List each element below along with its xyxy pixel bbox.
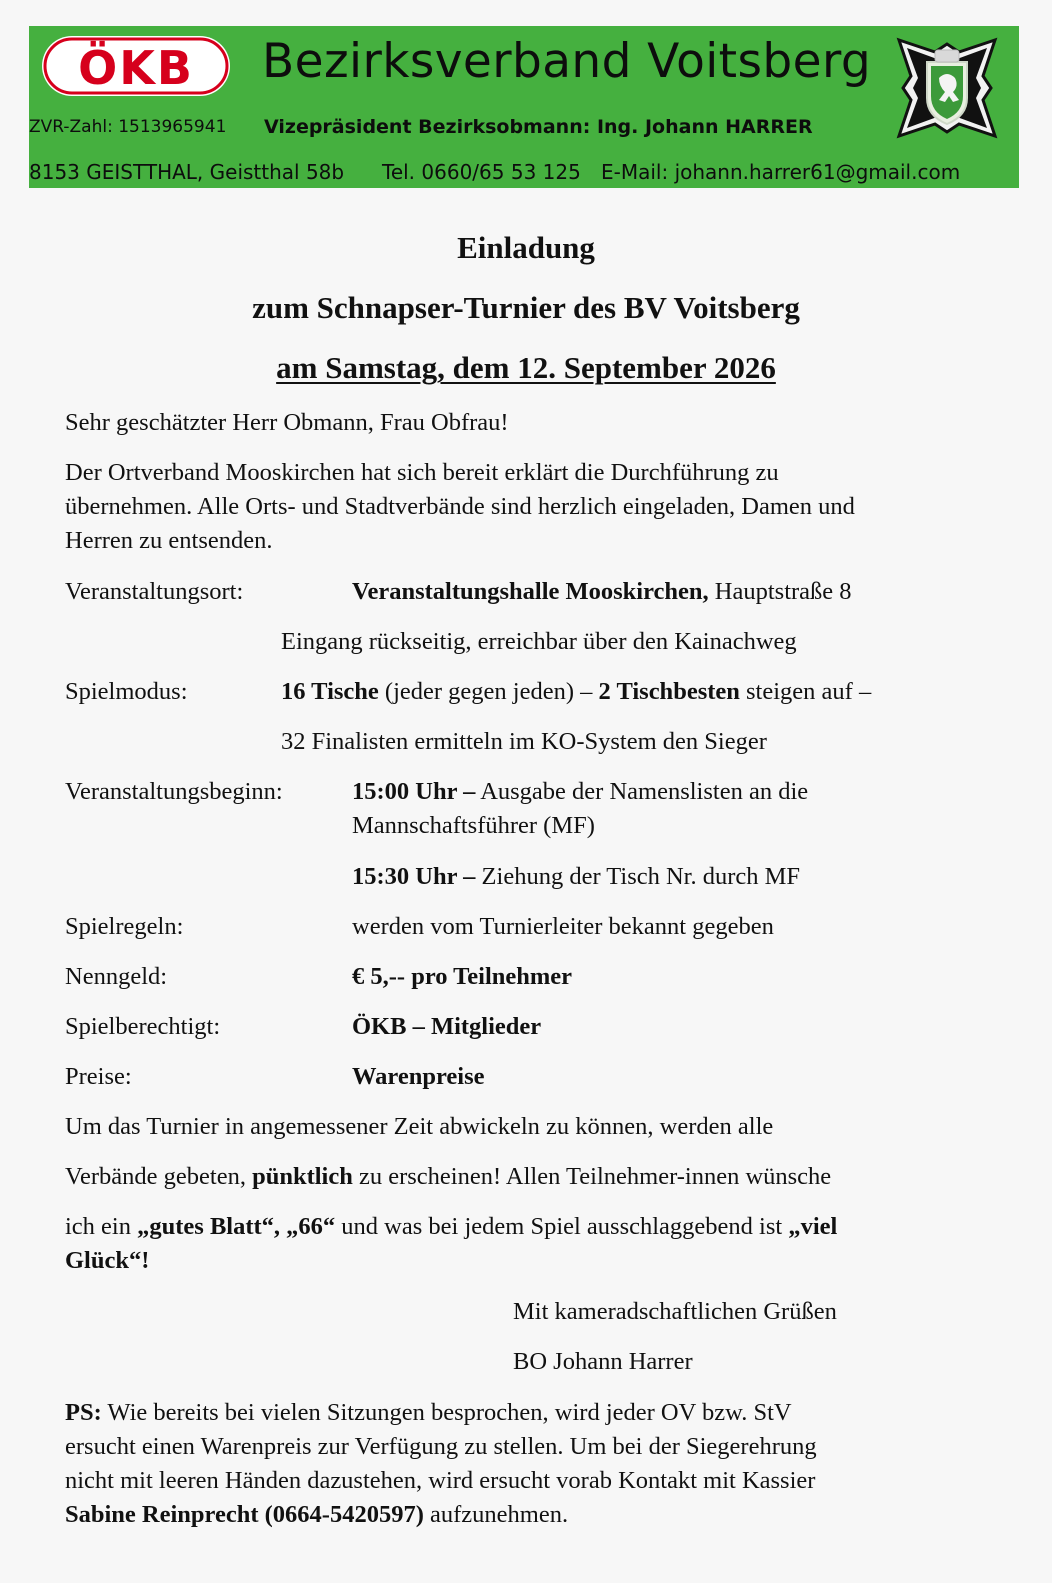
mode-finals: 32 Finalisten ermitteln im KO-System den Sieger — [281, 728, 767, 755]
start-label: Veranstaltungsbeginn: — [65, 778, 283, 805]
closing-punctual: pünktlich — [252, 1163, 353, 1190]
start-time-2-hour: 15:30 Uhr – — [352, 863, 476, 890]
signature-greeting: Mit kameradschaftlichen Grüßen — [513, 1298, 837, 1325]
closing-line-2c: zu erscheinen! Allen Teilnehmer-innen wünsche — [352, 1163, 832, 1190]
prizes-label: Preise: — [65, 1063, 132, 1090]
start-time-1-text: Ausgabe der Namenslisten an die — [475, 778, 809, 805]
start-time-2 — [352, 860, 800, 894]
venue-street: Hauptstraße 8 — [708, 578, 852, 605]
ps-line-3: nicht mit leeren Händen dazustehen, wird ersucht vorab Kontakt mit Kassier — [65, 1467, 816, 1494]
vice-president: Vizepräsident Bezirksobmann: Ing. Johann HARRER — [264, 116, 813, 138]
prizes-value: Warenpreise — [352, 1063, 485, 1090]
okb-logo-text: ÖKB — [78, 41, 194, 95]
venue-value — [352, 575, 852, 609]
rules-label: Spielregeln: — [65, 913, 184, 940]
closing-line-2 — [65, 1160, 831, 1194]
closing-line-1: Um das Turnier in angemessener Zeit abwickeln zu können, werden alle — [65, 1113, 774, 1140]
okb-logo — [42, 36, 230, 96]
mode-tables: 16 Tische — [281, 678, 379, 705]
closing-line-3c: und was bei jedem Spiel ausschlaggebend ist — [335, 1213, 789, 1240]
eligible-value: ÖKB – Mitglieder — [352, 1013, 542, 1040]
ps-label: PS: — [65, 1399, 102, 1426]
event-date: am Samstag, dem 12. September 2026 — [276, 350, 776, 385]
mode-best: 2 Tischbesten — [598, 678, 740, 705]
venue-label: Veranstaltungsort: — [65, 578, 244, 605]
closing-good-luck: „viel — [788, 1213, 838, 1240]
fee-value: € 5,-- pro Teilnehmer — [352, 963, 573, 990]
intro-line-1: Der Ortverband Mooskirchen hat sich bereit erklärt die Durchführung zu — [65, 459, 779, 486]
start-time-1 — [352, 775, 808, 809]
venue-entrance-note: Eingang rückseitig, erreichbar über den Kainachweg — [281, 628, 797, 655]
phone-number: Tel. 0660/65 53 125 — [382, 160, 581, 184]
zvr-number: ZVR-Zahl: 1513965941 — [29, 117, 227, 137]
intro-line-2: übernehmen. Alle Orts- und Stadtverbände sind herzlich eingeladen, Damen und — [65, 493, 855, 520]
closing-line-2a: Verbände gebeten, — [65, 1163, 253, 1190]
ps-line-4-text: aufzunehmen. — [423, 1501, 569, 1528]
postal-address: 8153 GEISTTHAL, Geistthal 58b — [29, 160, 345, 184]
start-time-1-hour: 15:00 Uhr – — [352, 778, 476, 805]
eligible-label: Spielberechtigt: — [65, 1013, 221, 1040]
salutation: Sehr geschätzter Herr Obmann, Frau Obfrau! — [65, 409, 509, 436]
fee-label: Nenngeld: — [65, 963, 168, 990]
mode-text-1: (jeder gegen jeden) – — [378, 678, 599, 705]
ps-contact: Sabine Reinprecht (0664-5420597) — [65, 1501, 424, 1528]
start-time-1-continued: Mannschaftsführer (MF) — [352, 812, 595, 839]
rules-value: werden vom Turnierleiter bekannt gegeben — [352, 913, 774, 940]
mode-text-2: steigen auf – — [739, 678, 872, 705]
mode-value — [281, 675, 871, 709]
venue-name: Veranstaltungshalle Mooskirchen, — [352, 578, 709, 605]
ps-line-1 — [65, 1396, 792, 1430]
closing-line-3a: ich ein — [65, 1213, 138, 1240]
start-time-2-text: Ziehung der Tisch Nr. durch MF — [475, 863, 801, 890]
closing-good-hand: „gutes Blatt“, „66“ — [137, 1213, 336, 1240]
event-title: zum Schnapser-Turnier des BV Voitsberg — [252, 290, 800, 325]
closing-line-4: Glück“! — [65, 1247, 150, 1274]
mode-label: Spielmodus: — [65, 678, 188, 705]
iron-cross-crest-icon — [891, 32, 1003, 144]
ps-line-4 — [65, 1498, 568, 1532]
invitation-heading: Einladung — [457, 230, 595, 265]
ps-line-1-text: Wie bereits bei vielen Sitzungen besprochen, wird jeder OV bzw. StV — [101, 1399, 792, 1426]
signature-name: BO Johann Harrer — [513, 1348, 693, 1375]
closing-line-3 — [65, 1210, 837, 1244]
letterhead — [29, 26, 1019, 188]
intro-line-3: Herren zu entsenden. — [65, 527, 273, 554]
organization-title: Bezirksverband Voitsberg — [262, 34, 872, 89]
ps-line-2: ersucht einen Warenpreis zur Verfügung zu stellen. Um bei der Siegerehrung — [65, 1433, 817, 1460]
email-address[interactable]: E-Mail: johann.harrer61@gmail.com — [601, 160, 961, 184]
